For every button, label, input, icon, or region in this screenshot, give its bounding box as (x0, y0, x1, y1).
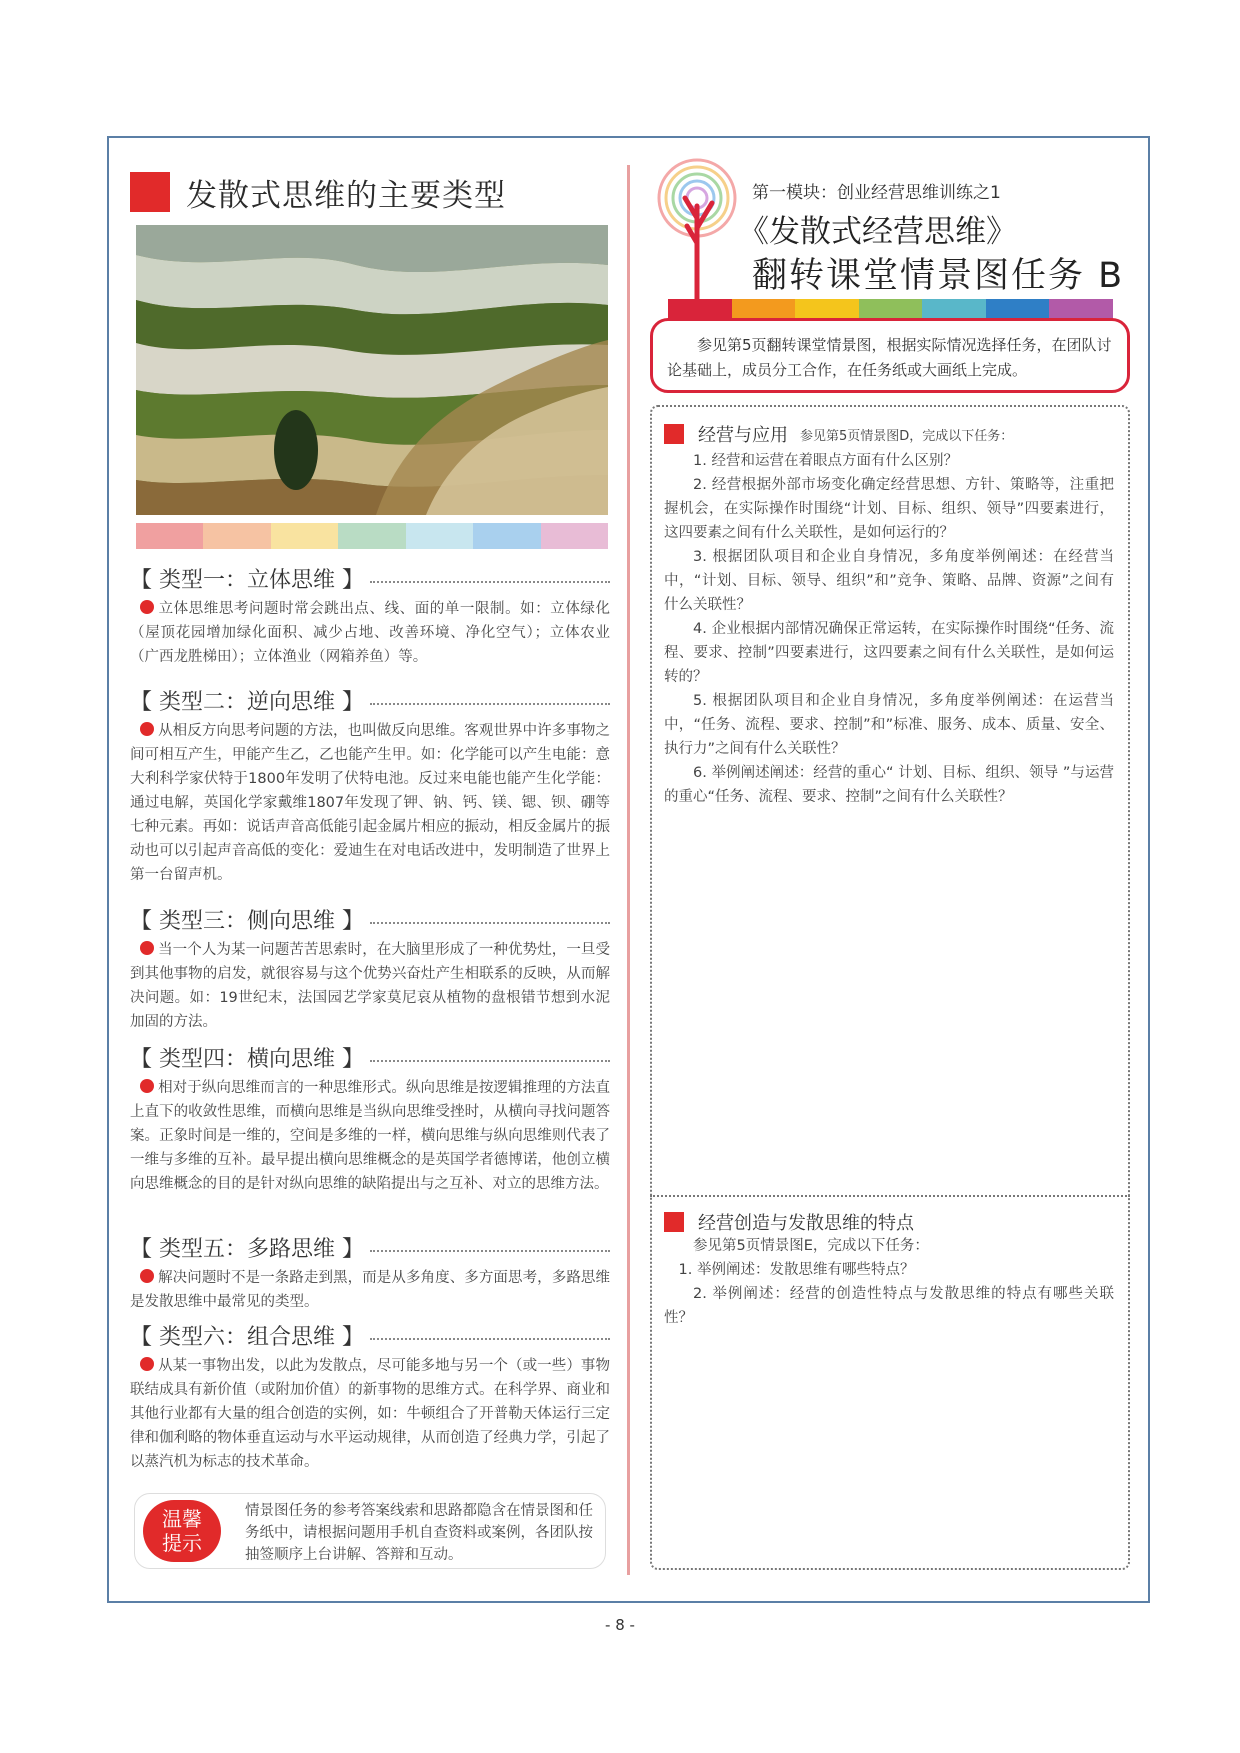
task2-body (664, 1234, 1114, 1330)
type-3 (130, 902, 610, 1034)
stripe-segment (541, 523, 608, 549)
module-line: 第一模块：创业经营思维训练之1 (752, 183, 1001, 203)
task-item: 3. 根据团队项目和企业自身情况，多角度举例阐述：在经营当中，“计划、目标、领导、组织”和”竞争、策略、品牌、资源”之间有什么关联性？ (664, 549, 1114, 613)
task-square-icon (664, 1212, 684, 1232)
stripe-segment (136, 523, 203, 549)
bullet-dot-icon (140, 1079, 154, 1093)
tip-box (134, 1493, 606, 1569)
type-title: 【 类型三：侧向思维 】 (130, 908, 364, 934)
bullet-dot-icon (140, 600, 154, 614)
tree-logo-icon (657, 158, 737, 308)
task-item: 1. 举例阐述：发散思维有哪些特点？ (678, 1262, 915, 1278)
task-item: 2. 举例阐述：经营的创造性特点与发散思维的特点有哪些关联性？ (664, 1286, 1114, 1326)
stripe-segment (271, 523, 338, 549)
main-title: 《发散式经营思维》 (738, 214, 1017, 250)
type-text: 从某一事物出发，以此为发散点，尽可能多地与另一个（或一些）事物联结成具有新价值（或附加价值）的新事物的思维方式。在科学界、商业和其他行业都有大量的组合创造的实例，如：牛顿组合了开普勒天体运行三定律和伽利略的物体垂直运动与水平运动规律，从而创造了经典力学，引起了以蒸汽机为标志的技术革命。 (130, 1358, 610, 1470)
column-divider (627, 165, 630, 1575)
tip-badge: 温馨 提示 (143, 1500, 221, 1562)
type-1 (130, 561, 610, 669)
task2-header (664, 1209, 914, 1235)
stripe-segment (473, 523, 540, 549)
bullet-dot-icon (140, 1357, 154, 1371)
section-title: 发散式思维的主要类型 (186, 177, 506, 214)
terrace-photo (136, 225, 608, 515)
bullet-dot-icon (140, 722, 154, 736)
type-2 (130, 683, 610, 887)
section-header (130, 168, 506, 216)
type-text: 解决问题时不是一条路走到黑，而是从多角度、多方面思考，多路思维是发散思维中最常见的类型。 (130, 1270, 610, 1310)
title-square-icon (130, 172, 170, 212)
task-item: 1. 经营和运营在着眼点方面有什么区别？ (693, 453, 958, 469)
type-title: 【 类型四：横向思维 】 (130, 1046, 364, 1072)
type-4 (130, 1040, 610, 1196)
type-5 (130, 1230, 610, 1314)
tip-text: 情景图任务的参考答案线索和思路都隐含在情景图和任务纸中，请根据问题用手机自查资料或案例，各团队按抽签顺序上台讲解、答辩和互动。 (245, 1503, 593, 1563)
type-title: 【 类型二：逆向思维 】 (130, 689, 364, 715)
task-item: 5. 根据团队项目和企业自身情况，多角度举例阐述：在运营当中，“任务、流程、要求、控制”和”标准、服务、成本、质量、安全、执行力”之间有什么关联性？ (664, 693, 1114, 757)
task1-header (664, 421, 1013, 447)
page-number: - 8 - (605, 1616, 635, 1634)
sub-title: 翻转课堂情景图任务 B (752, 256, 1125, 296)
task-item: 6. 举例阐述阐述：经营的重心“ 计划、目标、组织、领导 ”与运营的重心“任务、流程、要求、控制”之间有什么关联性？ (664, 765, 1114, 805)
task-item: 2. 经营根据外部市场变化确定经营思想、方针、策略等，注重把握机会，在实际操作时围绕“计划、目标、组织、领导”四要素进行，这四要素之间有什么关联性，是如何运行的？ (664, 477, 1114, 541)
type-text: 相对于纵向思维而言的一种思维形式。纵向思维是按逻辑推理的方法直上直下的收敛性思维，而横向思维是当纵向思维受挫时，从横向寻找问题答案。正象时间是一维的，空间是多维的一样，横向思维与纵向思维则代表了一维与多维的互补。最早提出横向思维概念的是英国学者德博诺，他创立横向思维概念的目的是针对纵向思维的缺陷提出与之互补、对立的思维方法。 (130, 1080, 610, 1192)
task1-body (664, 449, 1114, 809)
type-title: 【 类型六：组合思维 】 (130, 1324, 364, 1350)
type-text: 立体思维思考问题时常会跳出点、线、面的单一限制。如：立体绿化（屋顶花园增加绿化面积、减少占地、改善环境、净化空气）；立体农业（广西龙胜梯田）；立体渔业（网箱养鱼）等。 (130, 601, 610, 665)
bullet-dot-icon (140, 941, 154, 955)
stripe-segment (203, 523, 270, 549)
task-square-icon (664, 424, 684, 444)
type-text: 当一个人为某一问题苦苦思索时，在大脑里形成了一种优势灶，一旦受到其他事物的启发，就很容易与这个优势兴奋灶产生相联系的反映，从而解决问题。如：19世纪末，法国园艺学家莫尼哀从植物的盘根错节想到水泥加固的方法。 (130, 942, 610, 1030)
instruction-text: 参见第5页翻转课堂情景图，根据实际情况选择任务，在团队讨论基础上，成员分工合作，在任务纸或大画纸上完成。 (667, 336, 1112, 379)
task2-title: 经营创造与发散思维的特点 (698, 1213, 914, 1234)
task1-subtitle: 参见第5页情景图D，完成以下任务： (800, 428, 1014, 444)
task-item: 4. 企业根据内部情况确保正常运转，在实际操作时围绕“任务、流程、要求、控制”四要素进行，这四要素之间有什么关联性，是如何运转的？ (664, 621, 1114, 685)
task1-title: 经营与应用 (698, 425, 788, 446)
type-title: 【 类型一：立体思维 】 (130, 567, 364, 593)
instruction-box (650, 318, 1130, 393)
type-6 (130, 1318, 610, 1474)
task2-subtitle: 参见第5页情景图E，完成以下任务： (693, 1238, 929, 1254)
type-text: 从相反方向思考问题的方法，也叫做反向思维。客观世界中许多事物之间可相互产生，甲能产生乙，乙也能产生甲。如：化学能可以产生电能：意大利科学家伏特于1800年发明了伏特电池。反过来电能也能产生化学能：通过电解，英国化学家戴维1807年发现了钾、钠、钙、镁、锶、钡、硼等七种元素。再如：说话声音高低能引起金属片相应的振动，相反金属片的振动也可以引起声音高低的变化：爱迪生在对电话改进中，发明制造了世界上第一台留声机。 (130, 723, 610, 883)
task-divider (650, 1195, 1130, 1197)
type-title: 【 类型五：多路思维 】 (130, 1236, 364, 1262)
bullet-dot-icon (140, 1269, 154, 1283)
color-stripe-left (136, 523, 608, 549)
stripe-segment (338, 523, 405, 549)
stripe-segment (406, 523, 473, 549)
